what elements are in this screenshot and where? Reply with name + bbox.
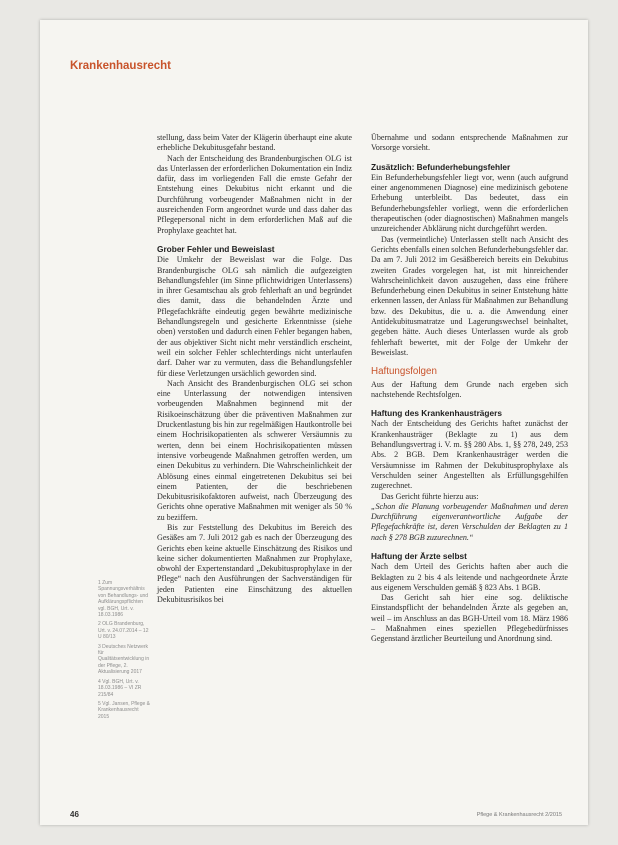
paragraph: Die Umkehr der Beweislast war die Folge. Das Brandenburgische OLG sah nämlich die aufgezeigten Behandlungsfehler (im Sinne pflichtwidrigen Unterlassens) in ihrer Gesamtschau als grob fehlerhaft an und begründet dies damit, dass die behandelnden Ärzte und Pflegefachkräfte eindeutig gegen bewährte medizinische Behandlungsregeln und gesicherte Erkenntnisse (siehe oben) verstoßen und dadurch einen Fehler begangen haben, der aus objektiver Sicht nicht mehr verständlich erscheint, weil ein solcher Fehler schlechterdings nicht unterlaufen darf. Daher war zu vermuten, dass die Behandlungsfehler für diese Verletzungen ursächlich geworden sind. bbox=[157, 255, 352, 378]
subheading: Haftung des Krankenhausträgers bbox=[371, 408, 502, 419]
paragraph: Das (vermeintliche) Unterlassen stellt nach Ansicht des Gerichts ebenfalls einen solchen Befunderhebungsfehler dar. Da am 7. Juli 2012 im Gesäßbereich bereits ein Dekubitus zweiten Grades vorgelegen hat, ist mit hinreichender Wahrscheinlichkeit davon auszugehen, dass eine frühere Befunderhebung einen Dekubitus in seiner Entstehung hätte erkennen lassen, der Anlass für Maßnahmen zur Behandlung bzw. des Dekubitus, die u. a. die Anwendung einer Antidekubitusmatratze und Lagerungswechsel beinhaltet, gegeben hätte. Auch dieses Unterlassen wurde als grob fehlerhaft bewertet, mit der Folge der Umkehr der Beweislast. bbox=[371, 234, 568, 357]
page-number: 46 bbox=[70, 810, 79, 819]
footnote: 4 Vgl. BGH, Urt. v. 18.03.1986 – VI ZR 215/84 bbox=[98, 678, 142, 698]
block-quote: „Schon die Planung vorbeugender Maßnahmen und deren Durchführung eigenverantwortliche Aufgabe der Pflegefachkräfte ist, deren Verschulden der Beklagten zu 1 nach § 278 BGB zuzurechnen.“ bbox=[371, 501, 568, 542]
journal-footer: Pflege & Krankenhausrecht 2/2015 bbox=[476, 812, 562, 818]
footnotes bbox=[98, 580, 150, 723]
paragraph: Ein Befunderhebungsfehler liegt vor, wenn (auch aufgrund einer angenommenen Diagnose) eine medizinisch gebotene Erhebung unterbleibt. Das bedeutet, dass ein Befunderhebungsfehler vorliegt, wenn die erforderlichen therapeutischen (oder diagnostischen) Maßnahmen mangels unzureichender Abklärung nicht durchgeführt werden. bbox=[371, 172, 568, 234]
footnote: 1 Zum Spannungsverhältnis von Behandlungs- und Aufklärungspflichten vgl. BGH, Urt. v. 18.03.1986 bbox=[98, 580, 149, 619]
footnote: 5 Vgl. Jansen, Pflege & Krankenhausrecht 2015 bbox=[98, 700, 150, 720]
subheading: Haftung der Ärzte selbst bbox=[371, 550, 467, 561]
paragraph: Nach der Entscheidung des Gerichts haftet zunächst der Krankenhausträger (Beklagte zu 1) aus dem Behandlungsvertrag i. V. m. §§ 280 Abs. 1, §§ 278, 249, 253 Abs. 2 BGB. Dem Krankenhausträger werden die Versäumnisse im Rahmen der Dekubitusprophylaxe als Verschulden seiner Angestellten als Erfüllungsgehilfen zugerechnet. bbox=[371, 419, 568, 491]
paragraph: Übernahme und sodann entsprechende Maßnahmen zur Vorsorge vorsieht. bbox=[371, 133, 568, 153]
section-title: Krankenhausrecht bbox=[70, 60, 171, 72]
paragraph: stellung, dass beim Vater der Klägerin überhaupt eine akute erhebliche Dekubitusgefahr bestand. bbox=[157, 133, 352, 153]
paragraph: Nach der Entscheidung des Brandenburgischen OLG ist das Unterlassen der erforderlichen Dokumentation ein Indiz dafür, dass im vorliegenden Fall die ernste Gefahr der Entstehung eines Dekubitus nicht erkannt und die Durchführung vorbeugender Maßnahmen nicht in der ausreichenden Form angeordnet wurde und dass daher das Pflegepersonal nicht in dem erforderlichen Maß auf die Prophylaxe geachtet hat. bbox=[157, 153, 352, 235]
document-page bbox=[40, 20, 588, 825]
paragraph: Das Gericht führte hierzu aus: bbox=[381, 491, 479, 501]
footnote: 2 OLG Brandenburg, Urt. v. 24.07.2014 – 12 U 80/13 bbox=[98, 621, 149, 641]
subheading: Grober Fehler und Beweislast bbox=[157, 243, 275, 254]
footnote: 3 Deutsches Netzwerk für Qualitätsentwicklung in der Pflege, 2. Aktualisierung 2017 bbox=[98, 643, 150, 676]
paragraph: Bis zur Feststellung des Dekubitus im Bereich des Gesäßes am 7. Juli 2012 gab es nach der Überzeugung des Gerichts eben keine aktuelle Einschätzung des Risikos und keine sicher dokumentierten Maßnahmen zur Prophylaxe, obwohl der Expertenstandard „Dekubitusprophylaxe in der Pflege“ nach den Ausführungen der Sachverständigen für jeden Patienten eine Einschätzung des aktuellen Dekubitusrisikos bei bbox=[157, 522, 352, 605]
subheading: Zusätzlich: Befunderhebungsfehler bbox=[371, 161, 511, 172]
section-subheading: Haftungsfolgen bbox=[371, 366, 437, 378]
paragraph: Das Gericht sah hier eine sog. deliktische Einstandspflicht der behandelnden Ärzte als gegeben an, weil – im Anschluss an das BGH-Urteil vom 18. März 1986 – Maßnahmen eines speziellen Pflegebedürfnisses Gegenstand ärztlicher Beurteilung und Anordnung sind. bbox=[371, 593, 568, 644]
left-column bbox=[157, 133, 352, 605]
paragraph: Nach dem Urteil des Gerichts haften aber auch die Beklagten zu 2 bis 4 als leitende und nachgeordnete Ärzte aus eigenem Verschulden gemäß § 823 Abs. 1 BGB. bbox=[371, 562, 568, 592]
paragraph: Aus der Haftung dem Grunde nach ergeben sich nachstehende Rechtsfolgen. bbox=[371, 379, 568, 399]
paragraph: Nach Ansicht des Brandenburgischen OLG sei schon eine Unterlassung der notwendigen intensiven vorbeugenden Maßnahmen beginnend mit der Risikoeinschätzung über die präventiven Maßnahmen zur Druckentlastung bis hin zur regelmäßigen Hautkontrolle bei einem Hochrisikopatienten als schwerer Versäumnis zu werten, denn bei einem Hochrisikopatienten müssen intensive vorbeugende Maßnahmen getroffen werden, um einen Dekubitus zu verhindern. Die Wahrscheinlichkeit der Ablösung eines einmal eingetretenen Dekubitus sei bei einem Patienten, der die beschriebenen Dekubitusrisikofaktoren aufweist, nach Überzeugung des Gerichts ohne operative Maßnahmen mit weniger als 50 % zu beziffern. bbox=[157, 378, 352, 522]
right-column bbox=[371, 133, 568, 645]
